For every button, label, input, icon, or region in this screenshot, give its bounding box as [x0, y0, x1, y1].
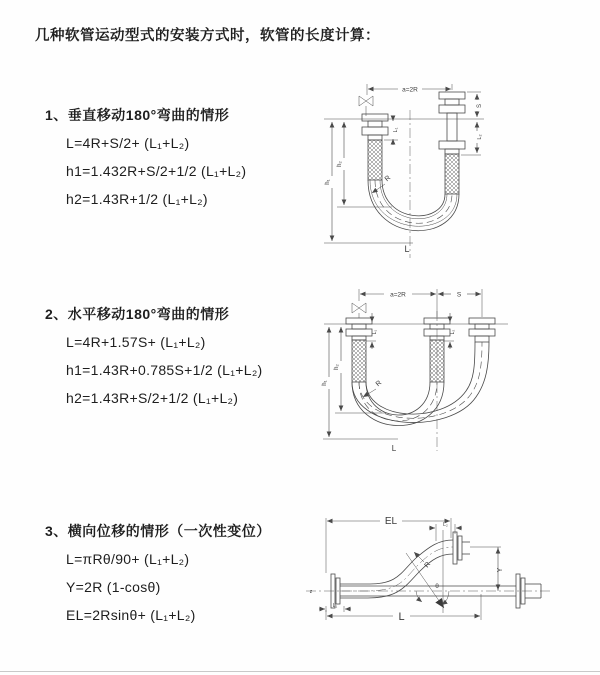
- upper-flange-fitting: [453, 532, 470, 564]
- dim-label-l1: L₁: [372, 329, 378, 335]
- section-lateral-displacement: [45, 521, 271, 625]
- bottom-divider: [0, 671, 600, 672]
- dimension-l2: [461, 122, 483, 155]
- braided-hose-section: [368, 140, 382, 180]
- middle-hose-fitting: [424, 318, 450, 382]
- dim-label-l2: L₂: [477, 134, 483, 140]
- formula-line: h1=1.432R+S/2+1/2 (L₁+L₂): [66, 163, 247, 179]
- diagram-lateral-displacement: [298, 496, 598, 648]
- diagram-horizontal-180-bend: [312, 281, 580, 456]
- left-hose-fitting: [362, 114, 388, 180]
- right-hose-fitting: [469, 318, 495, 342]
- diagram-vertical-180-bend: [310, 76, 570, 266]
- length-label: L: [404, 244, 410, 254]
- radius-label: R: [374, 379, 384, 389]
- formula-line: L=πRθ/90+ (L₁+L₂): [66, 551, 190, 567]
- page-title: 几种软管运动型式的安装方式时，软管的长度计算：: [35, 28, 380, 44]
- formula-line: h2=1.43R+S/2+1/2 (L₁+L₂): [66, 390, 239, 406]
- dim-label-s: S: [477, 103, 483, 109]
- dimension-l1: [384, 116, 399, 145]
- dim-label-h2: h₂: [337, 161, 343, 167]
- dim-label-l2: L₂: [443, 522, 448, 528]
- dim-label-l1: L₁: [393, 127, 399, 133]
- valve-icon: [359, 96, 373, 116]
- section-horizontal-movement: [45, 304, 263, 408]
- formula-line: Y=2R (1-cosθ): [66, 579, 161, 595]
- dimension-y: [470, 547, 504, 591]
- dim-label-l: L: [398, 611, 405, 623]
- dim-label-l1: L₁: [332, 603, 338, 609]
- dim-label-s: S: [456, 291, 462, 299]
- radius-label: R: [383, 174, 393, 184]
- formula-line: L=4R+1.57S+ (L₁+L₂): [66, 334, 206, 350]
- braided-hose-section: [430, 340, 444, 382]
- dimension-s: [467, 92, 483, 117]
- dim-label-h1: h₁: [325, 179, 331, 185]
- dim-label-y: Y: [497, 567, 504, 573]
- section-2-heading: 2、水平移动180°弯曲的情形: [45, 306, 230, 322]
- section-1-heading: 1、垂直移动180°弯曲的情形: [45, 107, 230, 123]
- dim-label-l2: L₂: [450, 329, 456, 335]
- left-hose-fitting: [346, 318, 372, 382]
- formula-line: h1=1.43R+0.785S+1/2 (L₁+L₂): [66, 362, 263, 378]
- dim-label-a2r: a=2R: [390, 291, 406, 299]
- section-3-heading: 3、横向位移的情形（一次性变位）: [45, 523, 271, 539]
- section-vertical-movement: [45, 105, 246, 209]
- dimension-a2r: [359, 289, 437, 317]
- dim-label-el: EL: [384, 516, 398, 527]
- dimension-el: [326, 516, 451, 573]
- braided-hose-section: [445, 154, 459, 194]
- dim-label-a2r: a=2R: [402, 86, 418, 94]
- u-bend-hose-position1: [352, 379, 444, 426]
- radius-label: R: [423, 560, 433, 570]
- angle-label: θ: [435, 583, 439, 590]
- dimension-l1: [319, 603, 351, 612]
- centerline-mark: z: [309, 589, 313, 595]
- formula-line: h2=1.43R+1/2 (L₁+L₂): [66, 191, 208, 207]
- dimension-s: [438, 289, 482, 317]
- length-label: L: [391, 444, 397, 453]
- right-hose-fitting: [439, 92, 465, 194]
- braided-hose-section: [352, 340, 366, 382]
- formula-line: L=4R+S/2+ (L₁+L₂): [66, 135, 190, 151]
- dim-label-h2: h₂: [334, 364, 340, 370]
- valve-icon: [352, 303, 366, 318]
- u-bend-hose-position2: [352, 342, 489, 423]
- formula-line: EL=2Rsinθ+ (L₁+L₂): [66, 607, 196, 623]
- dim-label-h1: h₁: [322, 380, 328, 386]
